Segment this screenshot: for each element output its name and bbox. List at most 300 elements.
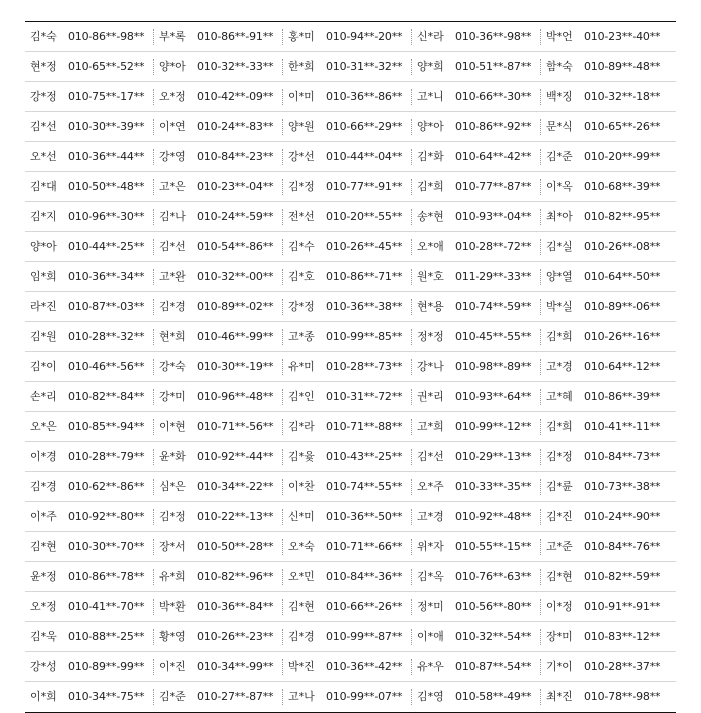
- contact-entry: [283, 652, 412, 682]
- contact-name: 유*우: [417, 659, 444, 673]
- contact-phone: 010-82**-59**: [584, 569, 661, 583]
- contact-phone: 010-93**-04**: [452, 209, 541, 225]
- contact-name: 김*실: [546, 239, 573, 253]
- table-row: [25, 412, 676, 442]
- contact-entry: [154, 82, 283, 112]
- contact-name: 강*선: [288, 149, 315, 163]
- contact-entry: [25, 172, 154, 202]
- contact-name: 이*정: [546, 599, 573, 613]
- contact-name: 오*선: [30, 149, 57, 163]
- contact-name: 박*환: [159, 599, 186, 613]
- contact-entry: [154, 232, 283, 262]
- contact-phone: 010-31**-72**: [323, 389, 412, 405]
- contact-entry: [541, 382, 670, 412]
- contact-phone: 010-89**-02**: [194, 299, 283, 315]
- table-row: [25, 442, 676, 472]
- contact-entry: [412, 322, 541, 352]
- contact-phone: 010-24**-59**: [194, 209, 283, 225]
- contact-entry: [25, 382, 154, 412]
- contact-name: 김*정: [546, 449, 573, 463]
- contact-name: 김*인: [288, 389, 315, 403]
- contact-entry: [25, 412, 154, 442]
- table-row: [25, 202, 676, 232]
- contact-name: 전*선: [288, 209, 315, 223]
- contact-entry: [541, 442, 670, 472]
- contact-entry: [25, 442, 154, 472]
- contact-phone: 010-99**-85**: [323, 329, 412, 345]
- contact-entry: [412, 202, 541, 232]
- contact-entry: [25, 472, 154, 502]
- contact-name: 김*수: [288, 239, 315, 253]
- contact-name: 오*민: [288, 569, 315, 583]
- contact-entry: [25, 562, 154, 592]
- contact-entry: [541, 472, 670, 502]
- contact-name: 강*성: [30, 659, 57, 673]
- contact-phone: 010-32**-54**: [452, 629, 541, 645]
- contact-name: 현*용: [417, 299, 444, 313]
- contact-name: 라*진: [30, 299, 57, 313]
- contact-phone: 010-26**-16**: [584, 329, 661, 343]
- contact-name: 고*경: [417, 509, 444, 523]
- contact-entry: [283, 52, 412, 82]
- table-row: [25, 232, 676, 262]
- contact-name: 김*선: [417, 449, 444, 463]
- contact-phone: 010-87**-54**: [452, 659, 541, 675]
- contact-entry: [154, 472, 283, 502]
- contact-name: 양*희: [417, 59, 444, 73]
- contact-name: 양*아: [417, 119, 444, 133]
- contact-name: 고*경: [546, 359, 573, 373]
- contact-phone: 010-23**-40**: [584, 29, 661, 43]
- contact-name: 강*미: [159, 389, 186, 403]
- contact-name: 신*미: [288, 509, 315, 523]
- table-row: [25, 142, 676, 172]
- contact-phone: 010-98**-89**: [452, 359, 541, 375]
- contact-entry: [25, 112, 154, 142]
- contact-entry: [541, 322, 670, 352]
- contact-phone: 010-91**-91**: [584, 599, 661, 613]
- contact-phone: 010-26**-23**: [194, 629, 283, 645]
- contact-phone: 010-89**-06**: [584, 299, 661, 313]
- contact-phone: 010-28**-32**: [65, 329, 154, 345]
- contact-name: 박*언: [546, 29, 573, 43]
- contact-name: 손*리: [30, 389, 57, 403]
- contact-phone: 010-68**-39**: [584, 179, 661, 193]
- contact-name: 강*나: [417, 359, 444, 373]
- contact-phone: 011-29**-33**: [452, 269, 541, 285]
- contact-name: 이*진: [159, 659, 186, 673]
- contact-entry: [283, 682, 412, 712]
- contact-phone: 010-88**-25**: [65, 629, 154, 645]
- table-row: [25, 382, 676, 412]
- contact-name: 김*경: [288, 629, 315, 643]
- contact-name: 이*옥: [546, 179, 573, 193]
- contact-entry: [412, 562, 541, 592]
- contact-entry: [283, 232, 412, 262]
- contact-name: 박*진: [288, 659, 315, 673]
- contact-name: 김*현: [546, 569, 573, 583]
- contact-table: [25, 21, 676, 713]
- contact-name: 오*애: [417, 239, 444, 253]
- contact-phone: 010-44**-25**: [65, 239, 154, 255]
- contact-phone: 010-86**-98**: [65, 29, 154, 45]
- contact-phone: 010-22**-13**: [194, 509, 283, 525]
- contact-phone: 010-77**-87**: [452, 179, 541, 195]
- contact-phone: 010-24**-90**: [584, 509, 661, 523]
- table-row: [25, 172, 676, 202]
- contact-name: 고*혜: [546, 389, 573, 403]
- contact-name: 장*서: [159, 539, 186, 553]
- contact-phone: 010-28**-79**: [65, 449, 154, 465]
- contact-phone: 010-26**-08**: [584, 239, 661, 253]
- contact-entry: [283, 142, 412, 172]
- contact-name: 현*희: [159, 329, 186, 343]
- contact-phone: 010-78**-98**: [584, 690, 661, 703]
- contact-entry: [283, 322, 412, 352]
- contact-phone: 010-56**-80**: [452, 599, 541, 615]
- contact-name: 강*숙: [159, 359, 186, 373]
- contact-phone: 010-99**-87**: [323, 629, 412, 645]
- contact-name: 백*징: [546, 89, 573, 103]
- contact-name: 고*준: [546, 539, 573, 553]
- contact-entry: [25, 322, 154, 352]
- contact-phone: 010-99**-12**: [452, 419, 541, 435]
- contact-entry: [283, 472, 412, 502]
- contact-phone: 010-34**-75**: [65, 689, 154, 705]
- contact-entry: [154, 442, 283, 472]
- contact-entry: [25, 622, 154, 652]
- contact-phone: 010-82**-96**: [194, 569, 283, 585]
- contact-phone: 010-20**-55**: [323, 209, 412, 225]
- contact-name: 김*정: [288, 179, 315, 193]
- contact-entry: [154, 202, 283, 232]
- contact-phone: 010-84**-36**: [323, 569, 412, 585]
- contact-phone: 010-36**-50**: [323, 509, 412, 525]
- contact-name: 김*나: [159, 209, 186, 223]
- contact-name: 이*주: [30, 509, 57, 523]
- contact-phone: 010-66**-26**: [323, 599, 412, 615]
- contact-phone: 010-50**-48**: [65, 179, 154, 195]
- contact-phone: 010-36**-86**: [323, 89, 412, 105]
- contact-name: 부*록: [159, 29, 186, 43]
- contact-name: 고*종: [288, 329, 315, 343]
- contact-phone: 010-30**-70**: [65, 539, 154, 555]
- contact-phone: 010-86**-92**: [452, 119, 541, 135]
- contact-name: 오*숙: [288, 539, 315, 553]
- contact-name: 신*라: [417, 29, 444, 43]
- contact-phone: 010-94**-20**: [323, 29, 412, 45]
- contact-name: 한*희: [288, 59, 315, 73]
- contact-phone: 010-89**-99**: [65, 659, 154, 675]
- contact-entry: [154, 172, 283, 202]
- contact-entry: [283, 382, 412, 412]
- contact-entry: [541, 52, 670, 82]
- contact-name: 김*현: [30, 539, 57, 553]
- contact-name: 정*미: [417, 599, 444, 613]
- contact-entry: [283, 502, 412, 532]
- contact-entry: [283, 202, 412, 232]
- contact-name: 강*정: [30, 89, 57, 103]
- contact-name: 김*호: [288, 269, 315, 283]
- contact-entry: [154, 292, 283, 322]
- contact-name: 오*은: [30, 419, 57, 433]
- contact-entry: [25, 82, 154, 112]
- contact-entry: [154, 562, 283, 592]
- contact-phone: 010-87**-03**: [65, 299, 154, 315]
- contact-entry: [541, 172, 670, 202]
- contact-name: 윤*정: [30, 569, 57, 583]
- contact-phone: 010-58**-49**: [452, 689, 541, 705]
- contact-name: 김*지: [30, 209, 57, 223]
- contact-entry: [412, 52, 541, 82]
- contact-phone: 010-99**-07**: [323, 689, 412, 705]
- contact-entry: [283, 622, 412, 652]
- contact-name: 오*정: [30, 599, 57, 613]
- contact-name: 장*미: [546, 629, 573, 643]
- contact-entry: [154, 112, 283, 142]
- contact-entry: [283, 352, 412, 382]
- contact-phone: 010-50**-28**: [194, 539, 283, 555]
- contact-phone: 010-36**-98**: [452, 29, 541, 45]
- contact-name: 최*아: [546, 209, 573, 223]
- contact-name: 김*영: [417, 690, 444, 703]
- contact-entry: [283, 22, 412, 52]
- contact-phone: 010-71**-66**: [323, 539, 412, 555]
- contact-entry: [412, 532, 541, 562]
- contact-entry: [541, 532, 670, 562]
- contact-entry: [25, 202, 154, 232]
- contact-name: 문*식: [546, 119, 573, 133]
- contact-name: 김*륜: [546, 479, 573, 493]
- contact-name: 유*희: [159, 569, 186, 583]
- contact-entry: [412, 412, 541, 442]
- contact-name: 황*영: [159, 629, 186, 643]
- contact-phone: 010-27**-87**: [194, 689, 283, 705]
- contact-name: 고*나: [288, 690, 315, 703]
- contact-phone: 010-84**-76**: [584, 539, 661, 553]
- contact-phone: 010-74**-55**: [323, 479, 412, 495]
- contact-name: 이*연: [159, 119, 186, 133]
- contact-phone: 010-29**-13**: [452, 449, 541, 465]
- contact-name: 김*경: [159, 299, 186, 313]
- contact-entry: [541, 682, 670, 712]
- contact-entry: [412, 652, 541, 682]
- contact-entry: [154, 142, 283, 172]
- contact-phone: 010-65**-26**: [584, 119, 661, 133]
- contact-name: 김*진: [546, 509, 573, 523]
- contact-name: 최*진: [546, 690, 573, 703]
- contact-phone: 010-86**-39**: [584, 389, 661, 403]
- contact-entry: [154, 622, 283, 652]
- contact-entry: [25, 592, 154, 622]
- contact-phone: 010-96**-30**: [65, 209, 154, 225]
- contact-phone: 010-33**-35**: [452, 479, 541, 495]
- contact-entry: [154, 52, 283, 82]
- contact-entry: [283, 532, 412, 562]
- contact-name: 김*희: [417, 179, 444, 193]
- contact-phone: 010-86**-91**: [194, 29, 283, 45]
- table-row: [25, 22, 676, 52]
- contact-entry: [283, 412, 412, 442]
- contact-phone: 010-86**-78**: [65, 569, 154, 585]
- contact-entry: [541, 262, 670, 292]
- contact-name: 김*대: [30, 179, 57, 193]
- table-row: [25, 562, 676, 592]
- contact-entry: [283, 172, 412, 202]
- contact-entry: [541, 592, 670, 622]
- table-row: [25, 622, 676, 652]
- table-row: [25, 682, 676, 712]
- contact-name: 김*화: [417, 149, 444, 163]
- contact-entry: [154, 652, 283, 682]
- contact-entry: [283, 592, 412, 622]
- contact-phone: 010-28**-73**: [323, 359, 412, 375]
- contact-name: 김*이: [30, 359, 57, 373]
- contact-entry: [541, 352, 670, 382]
- contact-entry: [25, 352, 154, 382]
- contact-name: 김*선: [159, 239, 186, 253]
- contact-phone: 010-24**-83**: [194, 119, 283, 135]
- contact-entry: [154, 352, 283, 382]
- contact-entry: [412, 382, 541, 412]
- contact-entry: [412, 262, 541, 292]
- contact-phone: 010-23**-04**: [194, 179, 283, 195]
- contact-phone: 010-36**-38**: [323, 299, 412, 315]
- table-row: [25, 52, 676, 82]
- contact-phone: 010-45**-55**: [452, 329, 541, 345]
- contact-entry: [154, 532, 283, 562]
- contact-phone: 010-30**-39**: [65, 119, 154, 135]
- contact-name: 양*원: [288, 119, 315, 133]
- contact-phone: 010-54**-86**: [194, 239, 283, 255]
- contact-phone: 010-51**-87**: [452, 59, 541, 75]
- contact-phone: 010-32**-00**: [194, 269, 283, 285]
- contact-phone: 010-55**-15**: [452, 539, 541, 555]
- contact-entry: [283, 442, 412, 472]
- contact-name: 김*현: [288, 599, 315, 613]
- contact-entry: [412, 472, 541, 502]
- contact-name: 이*찬: [288, 479, 315, 493]
- contact-name: 이*경: [30, 449, 57, 463]
- contact-phone: 010-71**-56**: [194, 419, 283, 435]
- contact-name: 고*니: [417, 89, 444, 103]
- contact-phone: 010-65**-52**: [65, 59, 154, 75]
- contact-phone: 010-28**-72**: [452, 239, 541, 255]
- contact-entry: [154, 502, 283, 532]
- contact-entry: [541, 112, 670, 142]
- contact-entry: [412, 502, 541, 532]
- contact-phone: 010-32**-18**: [584, 89, 661, 103]
- contact-phone: 010-64**-50**: [584, 269, 661, 283]
- contact-phone: 010-82**-84**: [65, 389, 154, 405]
- contact-phone: 010-92**-80**: [65, 509, 154, 525]
- contact-phone: 010-64**-42**: [452, 149, 541, 165]
- contact-name: 김*라: [288, 419, 315, 433]
- contact-phone: 010-96**-48**: [194, 389, 283, 405]
- contact-phone: 010-26**-45**: [323, 239, 412, 255]
- contact-entry: [412, 592, 541, 622]
- contact-phone: 010-42**-09**: [194, 89, 283, 105]
- contact-entry: [541, 202, 670, 232]
- contact-entry: [541, 652, 670, 682]
- contact-name: 김*경: [30, 479, 57, 493]
- contact-phone: 010-85**-94**: [65, 419, 154, 435]
- contact-phone: 010-75**-17**: [65, 89, 154, 105]
- contact-name: 기*이: [546, 659, 573, 673]
- contact-entry: [541, 82, 670, 112]
- contact-phone: 010-34**-99**: [194, 659, 283, 675]
- contact-phone: 010-20**-99**: [584, 149, 661, 163]
- contact-entry: [541, 562, 670, 592]
- contact-phone: 010-36**-34**: [65, 269, 154, 285]
- table-row: [25, 532, 676, 562]
- contact-name: 김*원: [30, 329, 57, 343]
- contact-entry: [283, 292, 412, 322]
- contact-name: 고*희: [417, 419, 444, 433]
- contact-entry: [412, 112, 541, 142]
- contact-phone: 010-86**-71**: [323, 269, 412, 285]
- contact-name: 이*애: [417, 629, 444, 643]
- table-row: [25, 292, 676, 322]
- contact-name: 김*준: [546, 149, 573, 163]
- contact-phone: 010-34**-22**: [194, 479, 283, 495]
- contact-name: 권*리: [417, 389, 444, 403]
- contact-name: 양*아: [159, 59, 186, 73]
- contact-entry: [541, 622, 670, 652]
- contact-entry: [412, 622, 541, 652]
- contact-entry: [283, 562, 412, 592]
- contact-name: 이*현: [159, 419, 186, 433]
- table-row: [25, 472, 676, 502]
- contact-entry: [541, 22, 670, 52]
- contact-phone: 010-66**-30**: [452, 89, 541, 105]
- contact-entry: [412, 142, 541, 172]
- contact-entry: [154, 322, 283, 352]
- contact-phone: 010-46**-99**: [194, 329, 283, 345]
- contact-name: 김*옥: [417, 569, 444, 583]
- contact-phone: 010-28**-37**: [584, 659, 661, 673]
- contact-entry: [25, 22, 154, 52]
- contact-name: 김*선: [30, 119, 57, 133]
- contact-entry: [412, 232, 541, 262]
- contact-phone: 010-66**-29**: [323, 119, 412, 135]
- contact-entry: [283, 112, 412, 142]
- contact-name: 김*희: [546, 329, 573, 343]
- contact-entry: [25, 142, 154, 172]
- table-row: [25, 322, 676, 352]
- contact-phone: 010-76**-63**: [452, 569, 541, 585]
- contact-entry: [25, 682, 154, 712]
- contact-phone: 010-36**-44**: [65, 149, 154, 165]
- table-row: [25, 502, 676, 532]
- contact-entry: [412, 172, 541, 202]
- contact-entry: [283, 82, 412, 112]
- contact-phone: 010-93**-64**: [452, 389, 541, 405]
- contact-name: 박*실: [546, 299, 573, 313]
- table-row: [25, 652, 676, 682]
- contact-name: 김*준: [159, 690, 186, 703]
- contact-name: 유*미: [288, 359, 315, 373]
- contact-entry: [412, 22, 541, 52]
- contact-phone: 010-77**-91**: [323, 179, 412, 195]
- contact-entry: [25, 652, 154, 682]
- contact-phone: 010-84**-73**: [584, 449, 661, 463]
- contact-phone: 010-32**-33**: [194, 59, 283, 75]
- contact-entry: [541, 292, 670, 322]
- contact-name: 김*윷: [288, 449, 315, 463]
- table-row: [25, 112, 676, 142]
- contact-entry: [154, 382, 283, 412]
